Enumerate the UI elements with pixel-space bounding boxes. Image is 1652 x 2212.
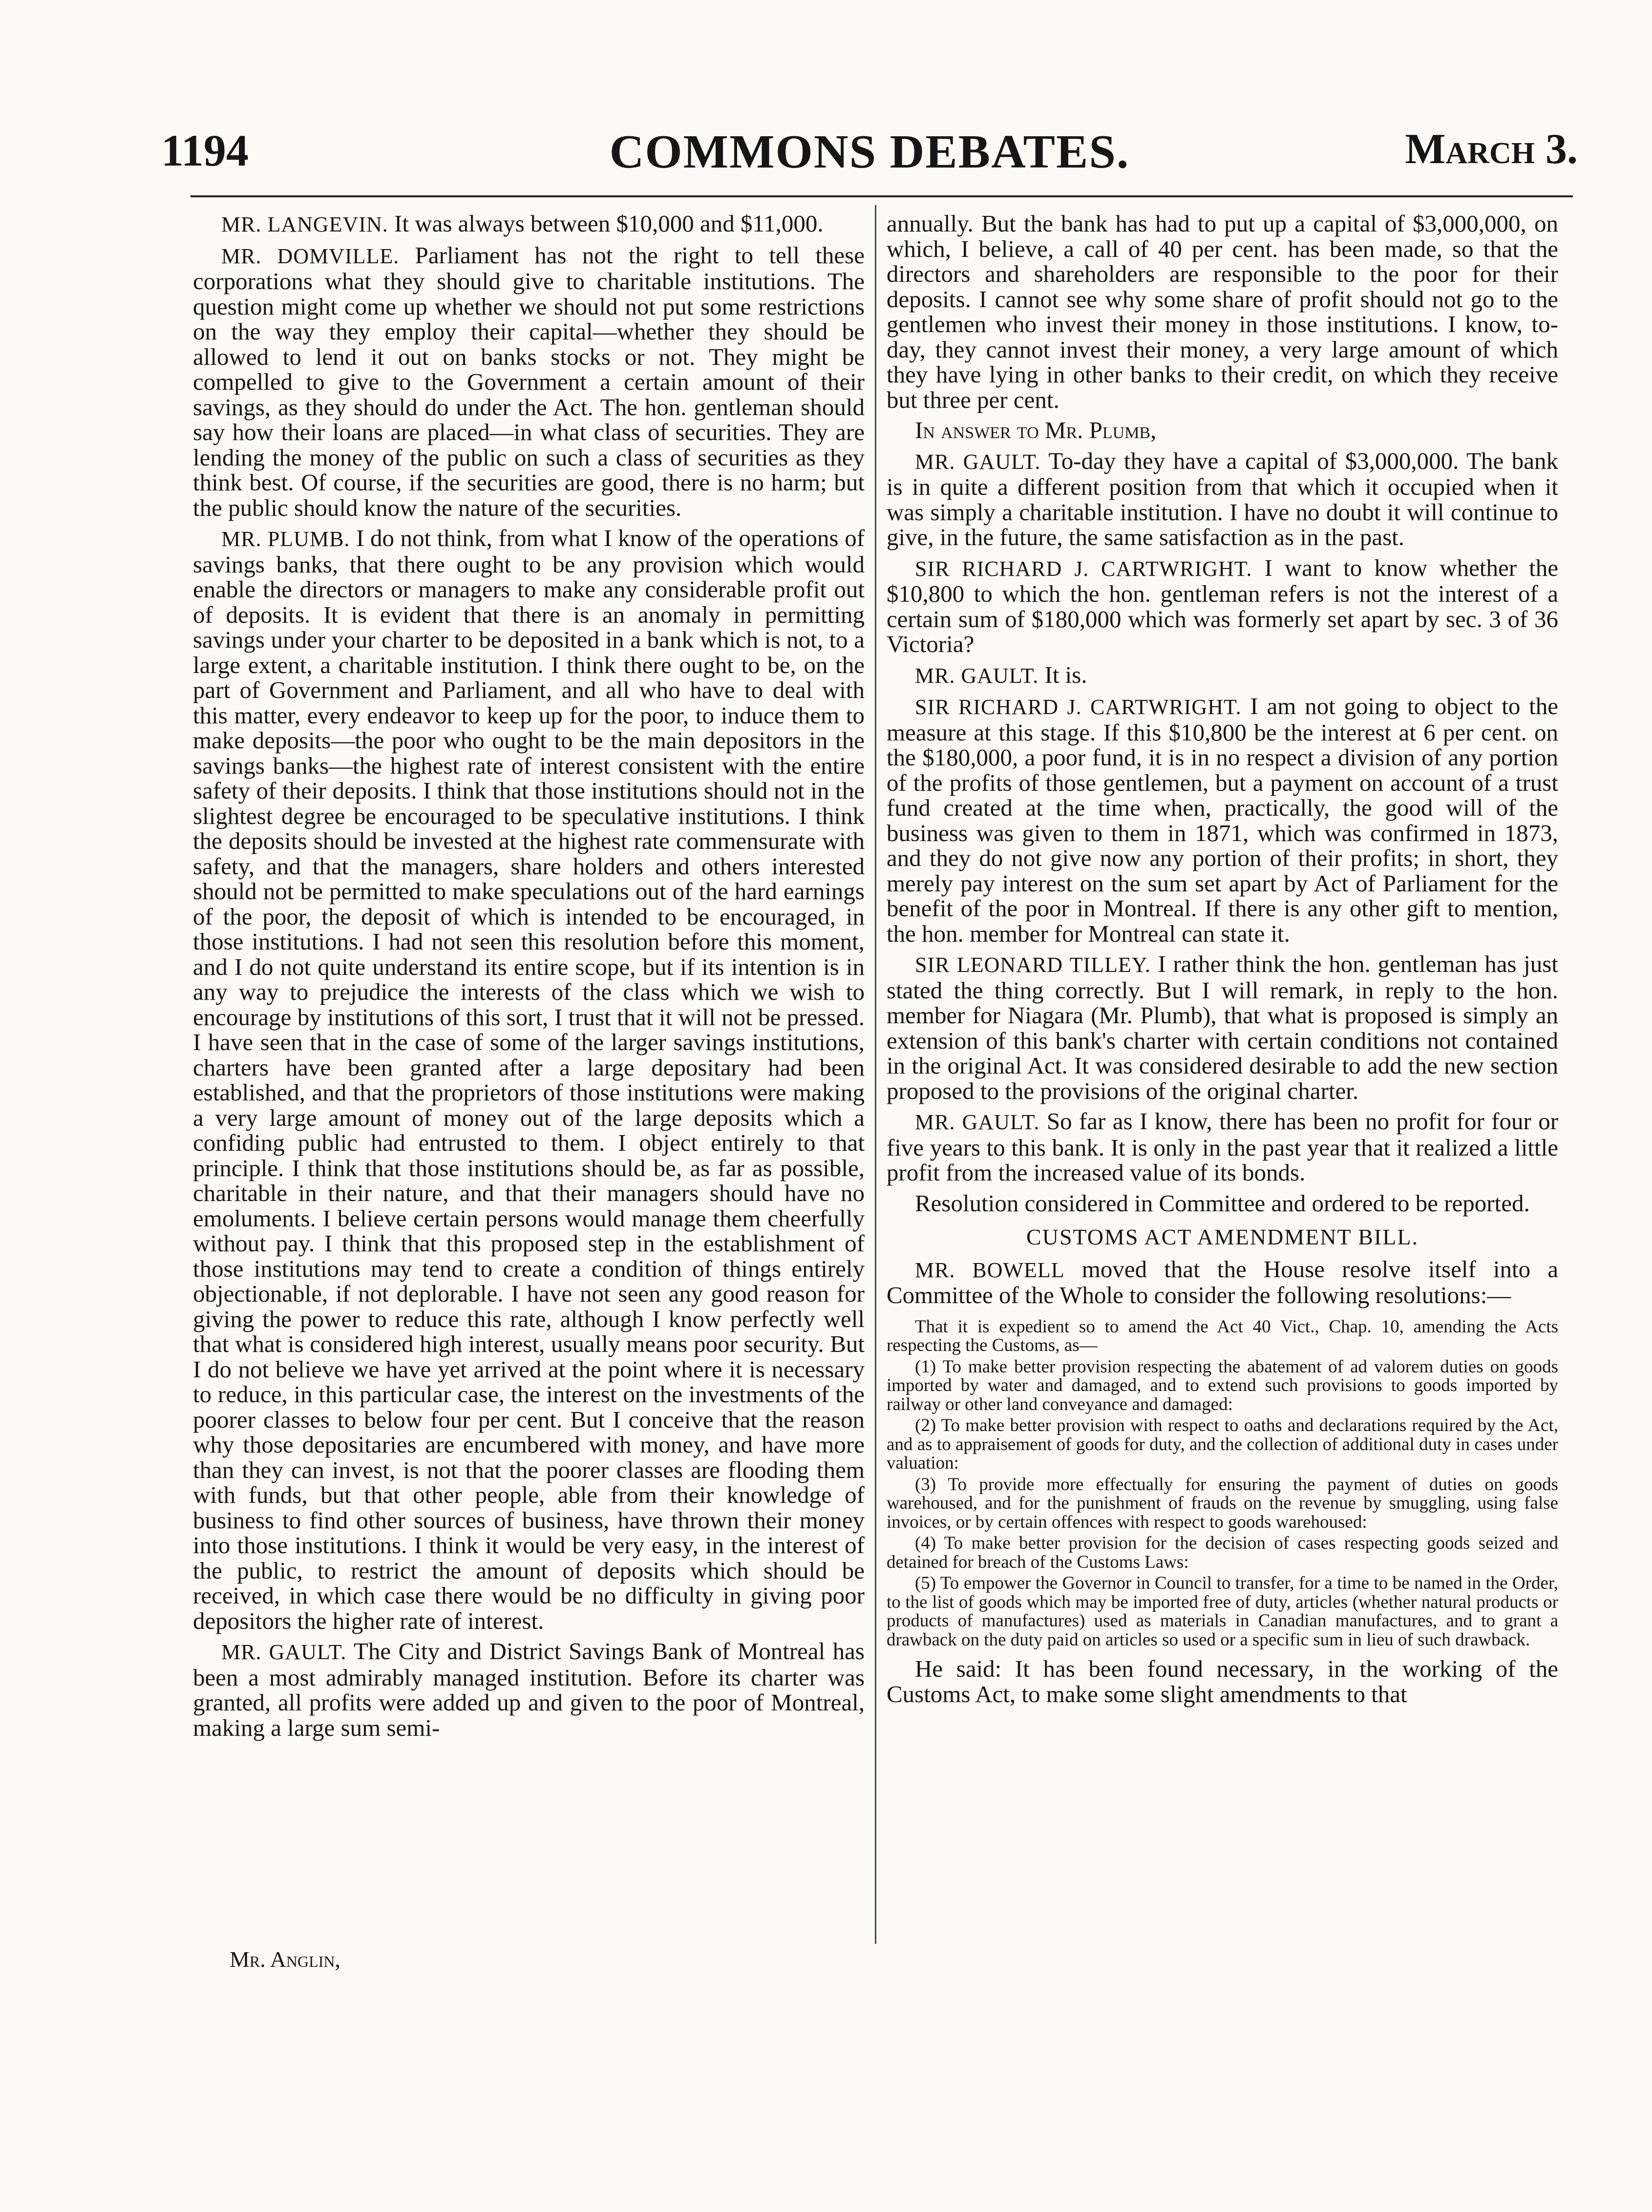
page-date: March 3. xyxy=(1405,126,1578,173)
speech-text: It was always between $10,000 and $11,000. xyxy=(394,210,824,237)
column-divider xyxy=(875,205,876,1944)
resolution-item: (1) To make better provision respecting the abatement of ad valorem duties on goods imported by water and damaged, and to extend such provisions to goods imported by railway or other land conveyance and damaged: xyxy=(887,1356,1558,1414)
speech-paragraph xyxy=(887,1257,1558,1308)
speaker-name: SIR LEONARD TILLEY. xyxy=(915,953,1151,977)
page-header xyxy=(161,125,1578,183)
speech-paragraph xyxy=(887,662,1558,689)
speech-text: The City and District Savings Bank of Montreal has been a most admirably managed institution. Before its charter was granted, all profits were added up and given to the poor of Montreal, making a large sum semi- xyxy=(193,1638,865,1741)
speaker-name: MR. GAULT. xyxy=(915,449,1041,474)
speaker-name: MR. LANGEVIN. xyxy=(221,212,388,236)
speech-text: It has been found necessary, in the working of the Customs Act, to make some slight amendments to that xyxy=(887,1655,1558,1707)
resolution-item: That it is expedient so to amend the Act 40 Vict., Chap. 10, amending the Acts respecting the Customs, as— xyxy=(887,1316,1558,1355)
speech-text: I do not think, from what I know of the operations of savings banks, that there ought to be any provision which would enable the directors or managers to make any considerable profit out of deposits. It is evident that there is an anomaly in permitting savings under your charter to be deposited in a bank which is not, to a large extent, a charitable institution. I think there ought to be, on the part of Government and Parliament, and all who have to deal with this matter, every endeavor to keep up for the poor, to induce them to make deposits—the poor who ought to be the main depositors in the savings banks—the highest rate of interest consistent with the entire safety of their deposits. I think that those institutions should not in the slightest degree be encouraged to be speculative institutions. I think the deposits should be invested at the highest rate commensurate with safety, and that the managers, share holders and others interested should not be permitted to make speculations out of the hard earnings of the poor, the deposit of which is intended to be encouraged, in those institutions. I had not seen this resolution before this moment, and I do not quite understand its entire scope, but if its intention is in any way to prejudice the interests of the class which we wish to encourage by institutions of this sort, I trust that it will not be pressed. I have seen that in the case of some of the larger savings institutions, charters have been granted after a large depositary had been established, and that the proprietors of those institutions were making a very large amount of money out of the large deposits which a confiding public had entrusted to them. I object entirely to that principle. I think that those institutions should be, as far as possible, charitable in their nature, and that their managers should have no emoluments. I believe certain persons would manage them cheerfully without pay. I think that this proposed step in the establishment of those institutions may tend to create a condition of things entirely objectionable, if not deplorable. I have not seen any good reason for giving the power to reduce this rate, although I know perfectly well that what is considered high interest, usually means poor security. But I do not believe we have yet arrived at the point where it is necessary to reduce, in this particular case, the interest on the investments of the poorer classes to below four per cent. But I conceive that the reason why those depositaries are encumbered with money, and have more than they can invest, is not that the poorer classes are flooding them with funds, but that other people, able from their knowledge of business to find other sources of business, have thrown their money into those institutions. I think it would be very easy, in the interest of the public, to restrict the amount of deposits which should be received, in which case there would be no difficulty in giving poor depositors the higher rate of interest. xyxy=(193,525,865,1634)
procedural-note: In answer to Mr. Plumb, xyxy=(915,417,1157,443)
header-rule xyxy=(191,195,1573,197)
speech-text: I am not going to object to the measure at this stage. If this $10,800 be the interest at 6 per cent. on the $180,000, a poor fund, it is in no respect a division of any portion of the profits of those gentlemen, but a payment on account of a trust fund created at the time when, practically, the good will of the business was given to them in 1871, which was confirmed in 1873, and they do not give now any portion of their profits; in short, they merely pay interest on the sum set apart by Act of Parliament for the benefit of the poor in Montreal. If there is any other gift to mention, the hon. member for Montreal can state it. xyxy=(887,693,1559,947)
resolution-item: (3) To provide more effectually for ensuring the payment of duties on goods warehoused, and for the punishment of frauds on the revenue by smuggling, using false invoices, or by certain offences with respect to goods warehoused: xyxy=(887,1474,1558,1532)
speech-text: I rather think the hon. gentleman has just stated the thing correctly. But I will remark, in reply to the hon. member for Niagara (Mr. Plumb), that what is proposed is simply an extension of this bank's charter with certain conditions not contained in the original Act. It was considered desirable to add the new section proposed to the provisions of the original charter. xyxy=(887,950,1558,1104)
speaker-name: SIR RICHARD J. CARTWRIGHT. xyxy=(915,556,1252,581)
speech-paragraph xyxy=(193,526,865,1633)
speaker-name: MR. GAULT. xyxy=(221,1640,347,1664)
speech-paragraph xyxy=(887,694,1558,946)
speech-paragraph xyxy=(887,448,1558,550)
speaker-name: MR. PLUMB. xyxy=(221,527,350,551)
speaker-name: He said: xyxy=(915,1655,1002,1682)
speech-paragraph xyxy=(887,951,1558,1103)
speech-text: It is. xyxy=(1044,661,1087,688)
resolution-item: (5) To empower the Governor in Council to transfer, for a time to be named in the Order, to the list of goods which may be imported free of duty, articles (whether natural products or products of manufactures) used as materials in Canadian manufactures, and to grant a drawback on the duty paid on articles so used or a specific sum in lieu of such drawback. xyxy=(887,1573,1558,1650)
section-heading: CUSTOMS ACT AMENDMENT BILL. xyxy=(1026,1224,1419,1249)
speaker-name: MR. GAULT. xyxy=(915,1110,1040,1134)
speech-continuation: annually. But the bank has had to put up a capital of $3,000,000, on which, I believe, a call of 40 per cent. has been made, so that the directors and shareholders are responsible to the poor for their deposits. I cannot see why some share of profit should not go to the gentlemen who invest their money in those institutions. I know, to-day, they cannot invest their money, a very large amount of which they have lying in other banks to their credit, on which they receive but three per cent. xyxy=(887,210,1558,413)
speech-paragraph xyxy=(193,243,865,521)
speaker-name: MR. GAULT. xyxy=(915,663,1039,688)
publication-title: COMMONS DEBATES. xyxy=(609,126,1130,178)
speech-paragraph xyxy=(193,1639,865,1740)
resolution-note: Resolution considered in Committee and ordered to be reported. xyxy=(915,1189,1530,1217)
speech-text: To-day they have a capital of $3,000,000. The bank is in quite a different position from that which it occupied when it was simply a charitable institution. I have no doubt it will continue to give, in the future, the same satisfaction as in the past. xyxy=(887,447,1558,550)
speech-paragraph xyxy=(193,211,865,237)
speech-paragraph xyxy=(887,1656,1558,1706)
speech-text: So far as I know, there has been no profit for four or five years to this bank. It is only in the past year that it realized a little profit from the increased value of its bonds. xyxy=(887,1108,1559,1186)
right-column xyxy=(887,211,1558,1712)
speaker-name: SIR RICHARD J. CARTWRIGHT. xyxy=(915,695,1242,719)
speech-text: I want to know whether the $10,800 to which the hon. gentleman refers is not the interest of a certain sum of $180,000 which was formerly set apart by sec. 3 of 36 Victoria? xyxy=(887,554,1559,657)
resolution-item: (2) To make better provision with respect to oaths and declarations required by the Act, and as to appraisement of goods for duty, and the collection of additional duty in cases under valuation: xyxy=(887,1415,1558,1473)
resolutions-block xyxy=(887,1318,1558,1650)
left-column xyxy=(193,211,865,1746)
speech-paragraph xyxy=(887,555,1558,657)
speaker-name: MR. BOWELL xyxy=(915,1258,1065,1282)
speech-text: moved that the House resolve itself into a Committee of the Whole to consider the following resolutions:— xyxy=(887,1255,1558,1308)
speech-paragraph xyxy=(887,1109,1558,1185)
resolution-item: (4) To make better provision for the decision of cases respecting goods seized and detained for breach of the Customs Laws: xyxy=(887,1533,1558,1572)
page-number: 1194 xyxy=(161,126,249,175)
speaker-name: MR. DOMVILLE. xyxy=(221,244,400,268)
page-footer: Mr. Anglin, xyxy=(230,1947,340,1972)
speech-text: Parliament has not the right to tell these corporations what they should give to charitable institutions. The question might come up whether we should not put some restrictions on the way they employ their capital—whether they should be allowed to lend it out on banks stocks or not. They might be compelled to give to the Government a certain amount of their savings, as they should do under the Act. The hon. gentleman should say how their loans are placed—in what class of securities. They are lending the money of the public on such a class of securities as they think best. Of course, if the securities are good, there is no harm; but the public should know the nature of the securities. xyxy=(193,241,865,521)
